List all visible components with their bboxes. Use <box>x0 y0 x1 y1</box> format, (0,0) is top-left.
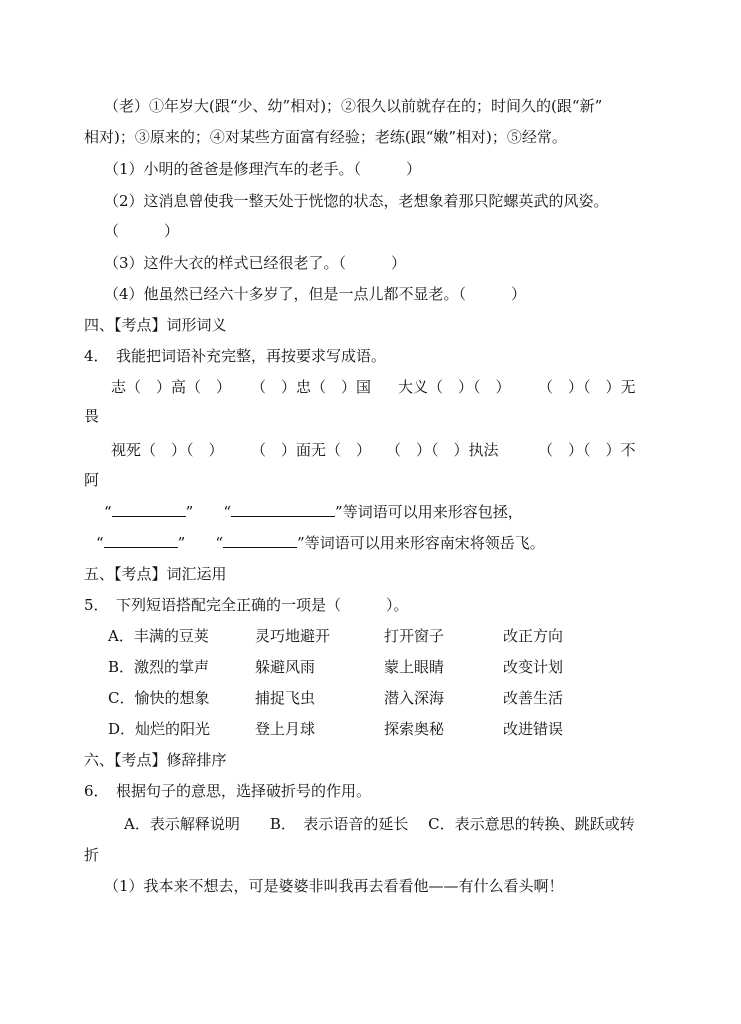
close-quote: ” <box>177 534 186 552</box>
question-3-2: （2）这消息曾使我一整天处于恍惚的状态，老想象着那只陀螺英武的风姿。 <box>104 192 609 210</box>
section-5-heading: 五、【考点】词汇运用 <box>84 565 227 583</box>
section-4-heading: 四、【考点】词形词义 <box>84 316 227 334</box>
answer-blank[interactable] <box>231 502 335 517</box>
option-d: D．灿烂的阳光 <box>108 720 211 738</box>
question-5: 5． 下列短语搭配完全正确的一项是（ ）。 <box>84 596 409 614</box>
question-6-choices-wrap: 折 <box>84 846 100 864</box>
answer-blank[interactable] <box>223 533 297 548</box>
idiom-2-3: （ ）（ ）执法 <box>386 441 499 459</box>
fill-line-bao-zheng <box>104 502 523 522</box>
option-b: B．激烈的掌声 <box>108 658 210 676</box>
option-c-col4: 改善生活 <box>503 689 564 707</box>
fill-2-text: 等词语可以用来形容南宋将领岳飞。 <box>304 534 545 552</box>
open-quote: “ <box>223 503 232 521</box>
idiom-1-1: 志（ ）高（ ） <box>111 378 232 396</box>
close-quote: ” <box>185 503 194 521</box>
question-6: 6． 根据句子的意思，选择破折号的作用。 <box>84 782 372 800</box>
idiom-1-2: （ ）忠（ ）国 <box>251 378 372 396</box>
option-b-col4: 改变计划 <box>503 658 564 676</box>
option-a-col2: 灵巧地避开 <box>255 627 331 645</box>
option-a-col3: 打开窗子 <box>384 627 445 645</box>
idiom-1-wrap: 畏 <box>84 407 100 425</box>
fill-line-yue-fei <box>96 533 545 553</box>
idiom-2-2: （ ）面无（ ） <box>251 441 372 459</box>
question-3-2-answer: （ ） <box>104 222 180 240</box>
option-d-col3: 探索奥秘 <box>384 720 445 738</box>
question-3-1: （1）小明的爸爸是修理汽车的老手。（ ） <box>104 160 422 178</box>
option-c-col2: 捕捉飞虫 <box>255 689 316 707</box>
question-3-4: （4）他虽然已经六十多岁了，但是一点儿都不显老。（ ） <box>104 285 527 303</box>
idiom-1-4: （ ）（ ）无 <box>538 378 636 396</box>
option-c: C．愉快的想象 <box>108 689 210 707</box>
idiom-2-wrap: 阿 <box>84 471 100 489</box>
close-quote: ” <box>297 534 305 552</box>
open-quote: “ <box>104 503 112 521</box>
idiom-2-1: 视死（ ）（ ） <box>111 441 224 459</box>
idiom-2-4: （ ）（ ）不 <box>538 441 636 459</box>
section-6-heading: 六、【考点】修辞排序 <box>84 751 227 769</box>
question-6-1: （1）我本来不想去，可是婆婆非叫我再去看看他——有什么看头啊！ <box>104 877 564 895</box>
option-c-col3: 潜入深海 <box>384 689 445 707</box>
open-quote: “ <box>215 534 224 552</box>
definition-line-2: 相对)；③原来的；④对某些方面富有经验；老练(跟“嫩”相对)；⑤经常。 <box>84 128 567 146</box>
question-4: 4． 我能把词语补充完整，再按要求写成语。 <box>84 347 387 365</box>
option-b-col3: 蒙上眼睛 <box>384 658 445 676</box>
close-quote: ” <box>335 503 343 521</box>
fill-1-text: 等词语可以用来形容包拯， <box>342 503 523 521</box>
option-d-col2: 登上月球 <box>255 720 316 738</box>
question-6-choices: A．表示解释说明 B． 表示语音的延长 C．表示意思的转换、跳跃或转 <box>124 815 635 833</box>
option-b-col2: 躲避风雨 <box>255 658 316 676</box>
answer-blank[interactable] <box>104 533 178 548</box>
answer-blank[interactable] <box>112 502 186 517</box>
option-d-col4: 改进错误 <box>503 720 564 738</box>
question-3-3: （3）这件大衣的样式已经很老了。（ ） <box>104 254 407 272</box>
definition-line-1: （老）①年岁大(跟“少、幼”相对)；②很久以前就存在的；时间久的(跟“新” <box>104 97 603 115</box>
idiom-1-3: 大义（ ）（ ） <box>398 378 511 396</box>
open-quote: “ <box>96 534 104 552</box>
option-a: A．丰满的豆荚 <box>108 627 209 645</box>
option-a-col4: 改正方向 <box>503 627 564 645</box>
